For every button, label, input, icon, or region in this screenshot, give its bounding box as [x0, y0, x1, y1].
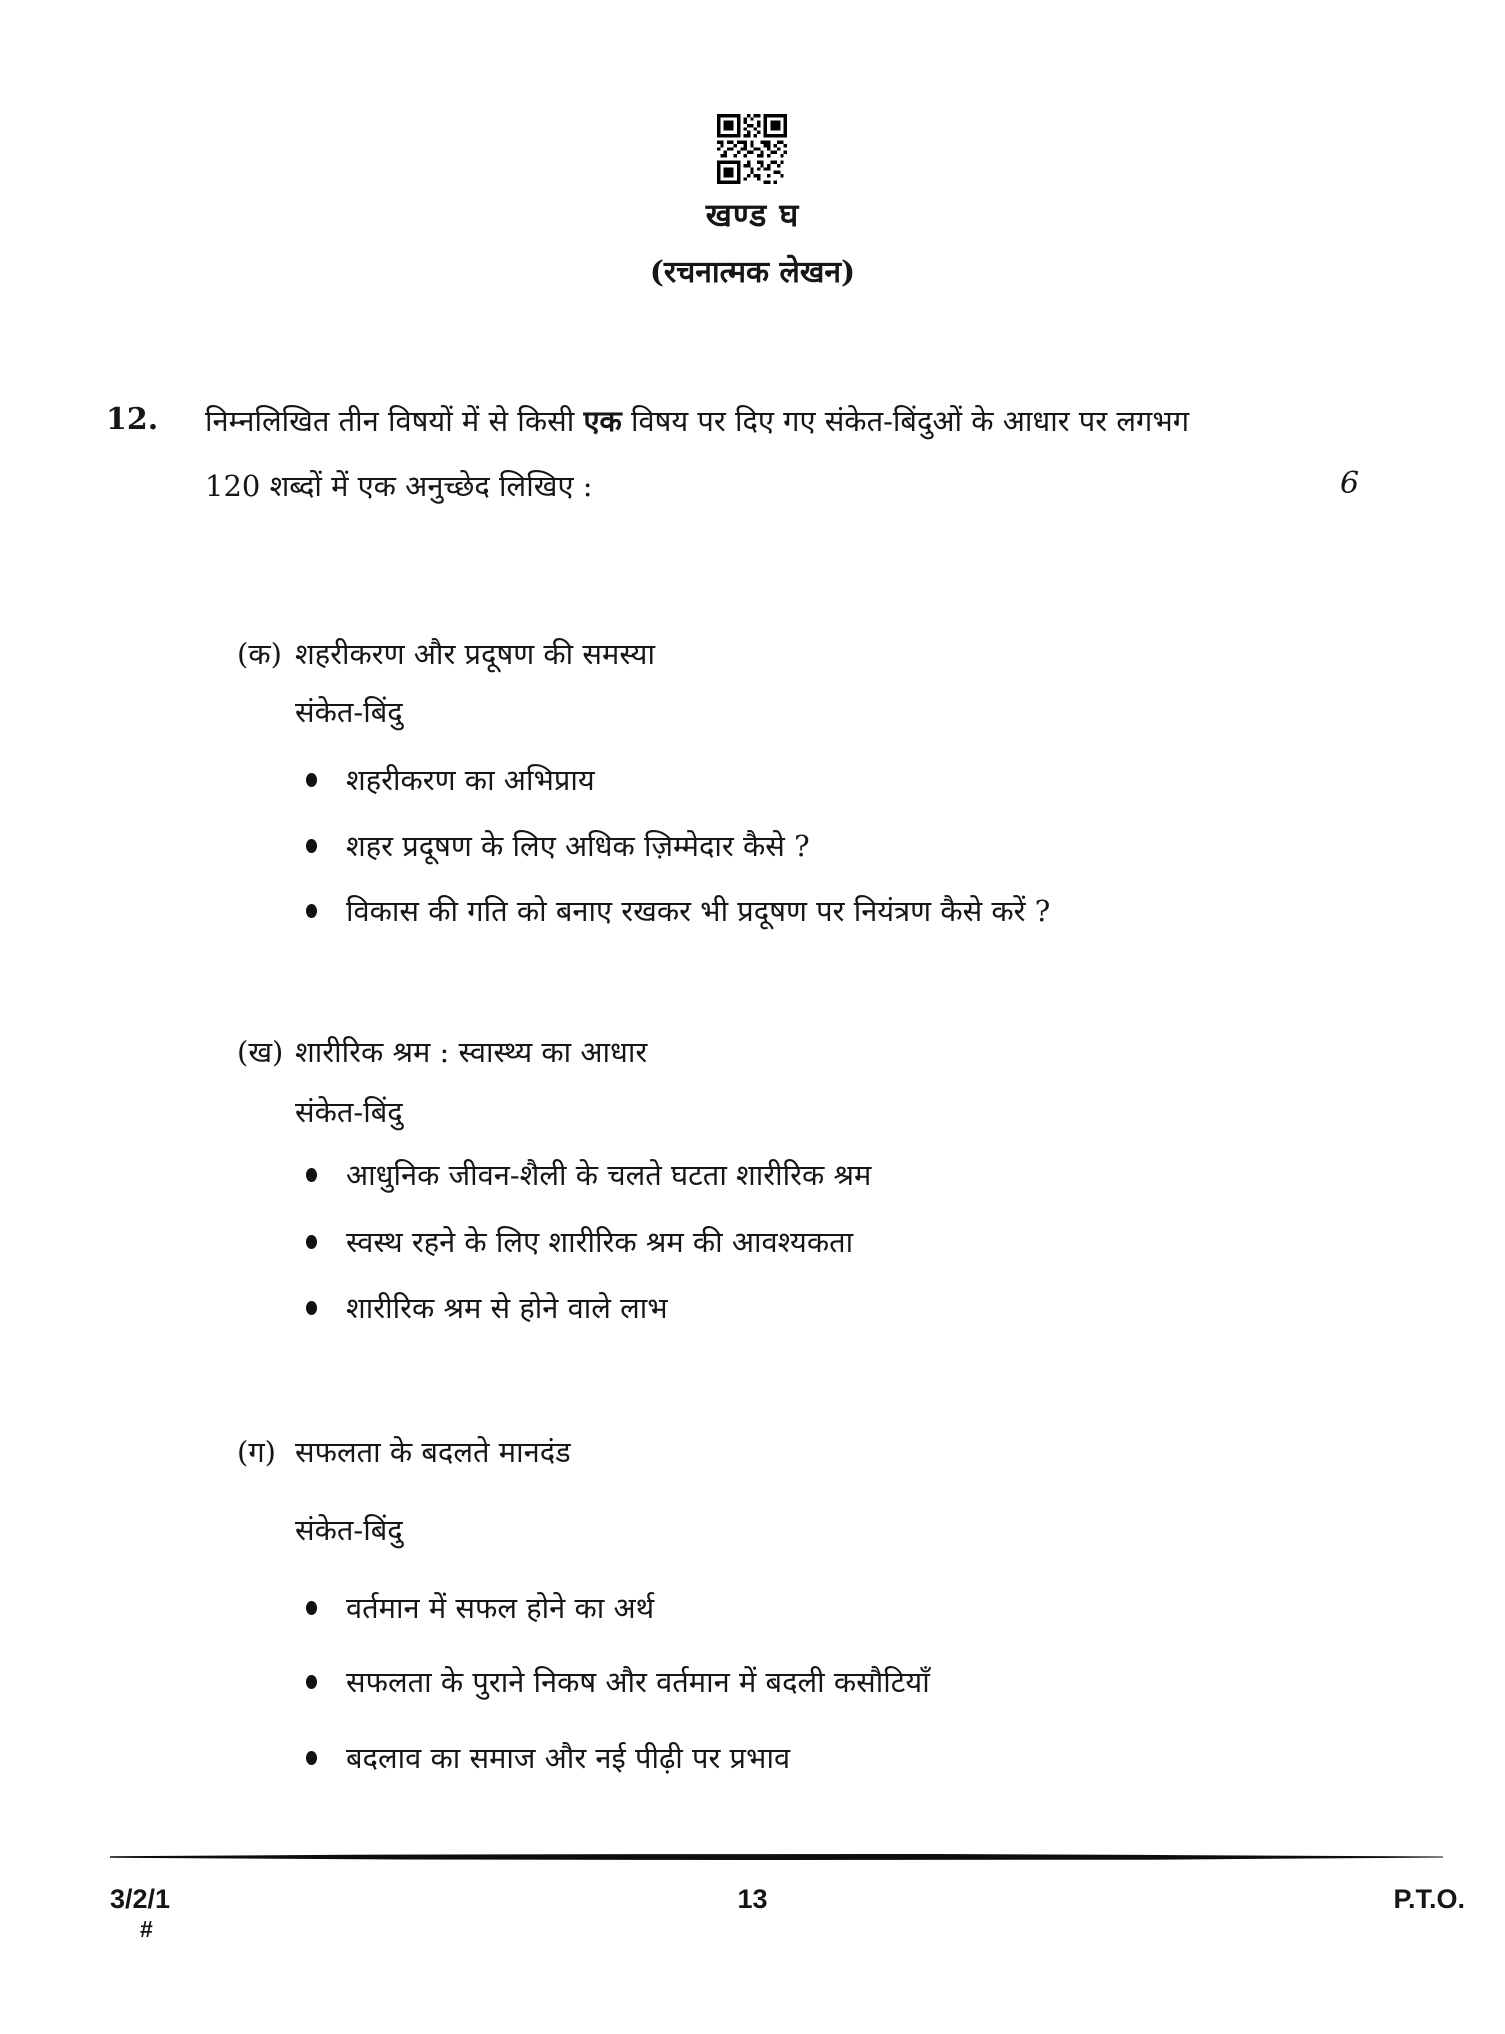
bullet-dot-icon	[306, 1235, 317, 1249]
bullet-dot-icon	[306, 1301, 317, 1315]
bullet-text: शहर प्रदूषण के लिए अधिक ज़िम्मेदार कैसे ?	[346, 829, 810, 863]
bullet-text: शारीरिक श्रम से होने वाले लाभ	[346, 1291, 668, 1325]
section-title: खण्ड घ	[705, 196, 800, 234]
question-intro-emphasis: एक	[583, 404, 622, 438]
bullet-dot-icon	[306, 1601, 317, 1615]
question-intro-post: विषय पर दिए गए संकेत-बिंदुओं के आधार पर लगभग	[621, 404, 1190, 438]
bullet-text: स्वस्थ रहने के लिए शारीरिक श्रम की आवश्यकता	[346, 1225, 854, 1259]
option-a-hints-label: संकेत-बिंदु	[295, 695, 403, 729]
question-intro-pre: निम्नलिखित तीन विषयों में से किसी	[205, 404, 584, 438]
option-c-title: सफलता के बदलते मानदंड	[295, 1435, 571, 1469]
bullet-dot-icon	[306, 1751, 317, 1765]
option-b-hints-label: संकेत-बिंदु	[295, 1095, 403, 1129]
option-a-bullet-3	[300, 891, 1396, 930]
option-a-bullet-2	[300, 826, 1396, 865]
bullet-dot-icon	[306, 839, 317, 853]
option-c-bullet-1	[300, 1588, 1396, 1627]
question-marks: 6	[1340, 466, 1360, 501]
option-a-bullet-1	[300, 760, 1396, 799]
footer-divider	[110, 1854, 1443, 1860]
footer-paper-code: 3/2/1	[110, 1884, 171, 1914]
option-b-title: शारीरिक श्रम : स्वास्थ्य का आधार	[295, 1035, 648, 1069]
bullet-dot-icon	[306, 1675, 317, 1689]
option-c-label: (ग)	[237, 1435, 276, 1469]
bullet-dot-icon	[306, 1168, 317, 1182]
section-subtitle: (रचनात्मक लेखन)	[649, 255, 856, 290]
option-a-label: (क)	[237, 637, 282, 671]
bullet-dot-icon	[306, 773, 317, 787]
option-c-bullet-2	[300, 1662, 1396, 1701]
bullet-text: बदलाव का समाज और नई पीढ़ी पर प्रभाव	[346, 1741, 791, 1775]
question-intro-line1	[205, 402, 1345, 441]
qr-code-icon	[717, 114, 787, 184]
question-number: 12.	[106, 402, 159, 437]
bullet-dot-icon	[306, 904, 317, 918]
option-b-bullet-2	[300, 1222, 1396, 1261]
bullet-text: शहरीकरण का अभिप्राय	[346, 763, 595, 797]
option-b-bullet-3	[300, 1288, 1396, 1327]
footer-page-number: 13	[737, 1884, 768, 1914]
bullet-text: आधुनिक जीवन-शैली के चलते घटता शारीरिक श्रम	[346, 1158, 872, 1192]
option-c-bullet-3	[300, 1738, 1396, 1777]
bullet-text: सफलता के पुराने निकष और वर्तमान में बदली कसौटियाँ	[346, 1665, 930, 1699]
option-c-hints-label: संकेत-बिंदु	[295, 1513, 403, 1547]
footer-pto: P.T.O.	[1393, 1884, 1465, 1914]
option-a-title: शहरीकरण और प्रदूषण की समस्या	[295, 637, 655, 671]
footer-hash-mark: #	[140, 1916, 153, 1942]
option-b-bullet-1	[300, 1155, 1396, 1194]
option-b-label: (ख)	[237, 1035, 284, 1069]
question-intro-line2: 120 शब्दों में एक अनुच्छेद लिखिए :	[205, 469, 593, 503]
bullet-text: विकास की गति को बनाए रखकर भी प्रदूषण पर नियंत्रण कैसे करें ?	[346, 894, 1051, 928]
bullet-text: वर्तमान में सफल होने का अर्थ	[346, 1591, 655, 1625]
